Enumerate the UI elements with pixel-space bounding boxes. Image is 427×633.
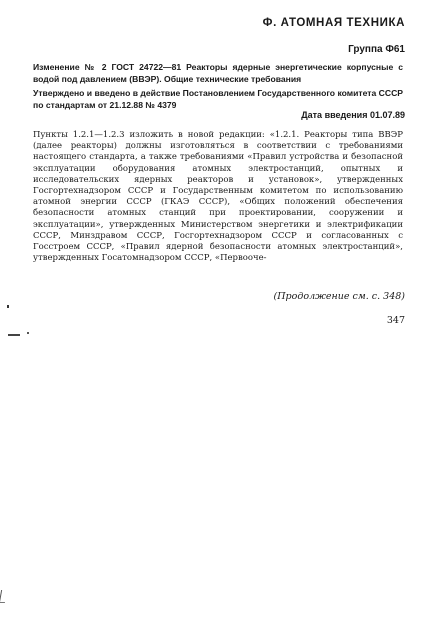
group-label: Группа Ф61 [348, 44, 405, 55]
scan-mark-dash [8, 334, 20, 336]
scan-mark-corner [0, 590, 7, 603]
continuation-note: (Продолжение см. с. 348) [273, 291, 405, 302]
introduction-date: Дата введения 01.07.89 [301, 110, 405, 120]
scan-mark-dot [27, 332, 29, 334]
change-title: Изменение № 2 ГОСТ 24722—81 Реакторы ядерные энергетические корпусные с водой под давлением (ВВЭР). Общие технические требования [33, 62, 403, 84]
approval-statement: Утверждено и введено в действие Постановлением Государственного комитета СССР по стандартам от 21.12.88 № 4379 [33, 88, 404, 110]
body-paragraph: Пункты 1.2.1—1.2.3 изложить в новой редакции: «1.2.1. Реакторы типа ВВЭР (далее реакторы) должны изготовляться в соответствии с требованиями настоящего стандарта, а также требованиями «Правил устройства и безопасной эксплуатации оборудования атомных электростанций, опытных и исследовательских ядерных реакторов и установок», утвержденных Госгортехнадзором СССР и Государственным комитетом по использованию атомной энергии СССР (ГКАЭ СССР), «Общих положений обеспечения безопасности атомных станций при проектировании, сооружении и эксплуатации», утвержденных Министерством энергетики и электрификации СССР, Минздравом СССР, Госгортехнадзором СССР и согласованных с Госстроем СССР, «Правил ядерной безопасности атомных электростанций», утвержденных Госатомнадзором СССР, «Первооче- [33, 130, 403, 264]
scan-mark-tick [7, 305, 9, 308]
section-title: Ф. АТОМНАЯ ТЕХНИКА [262, 17, 405, 29]
page-number: 347 [386, 315, 405, 326]
